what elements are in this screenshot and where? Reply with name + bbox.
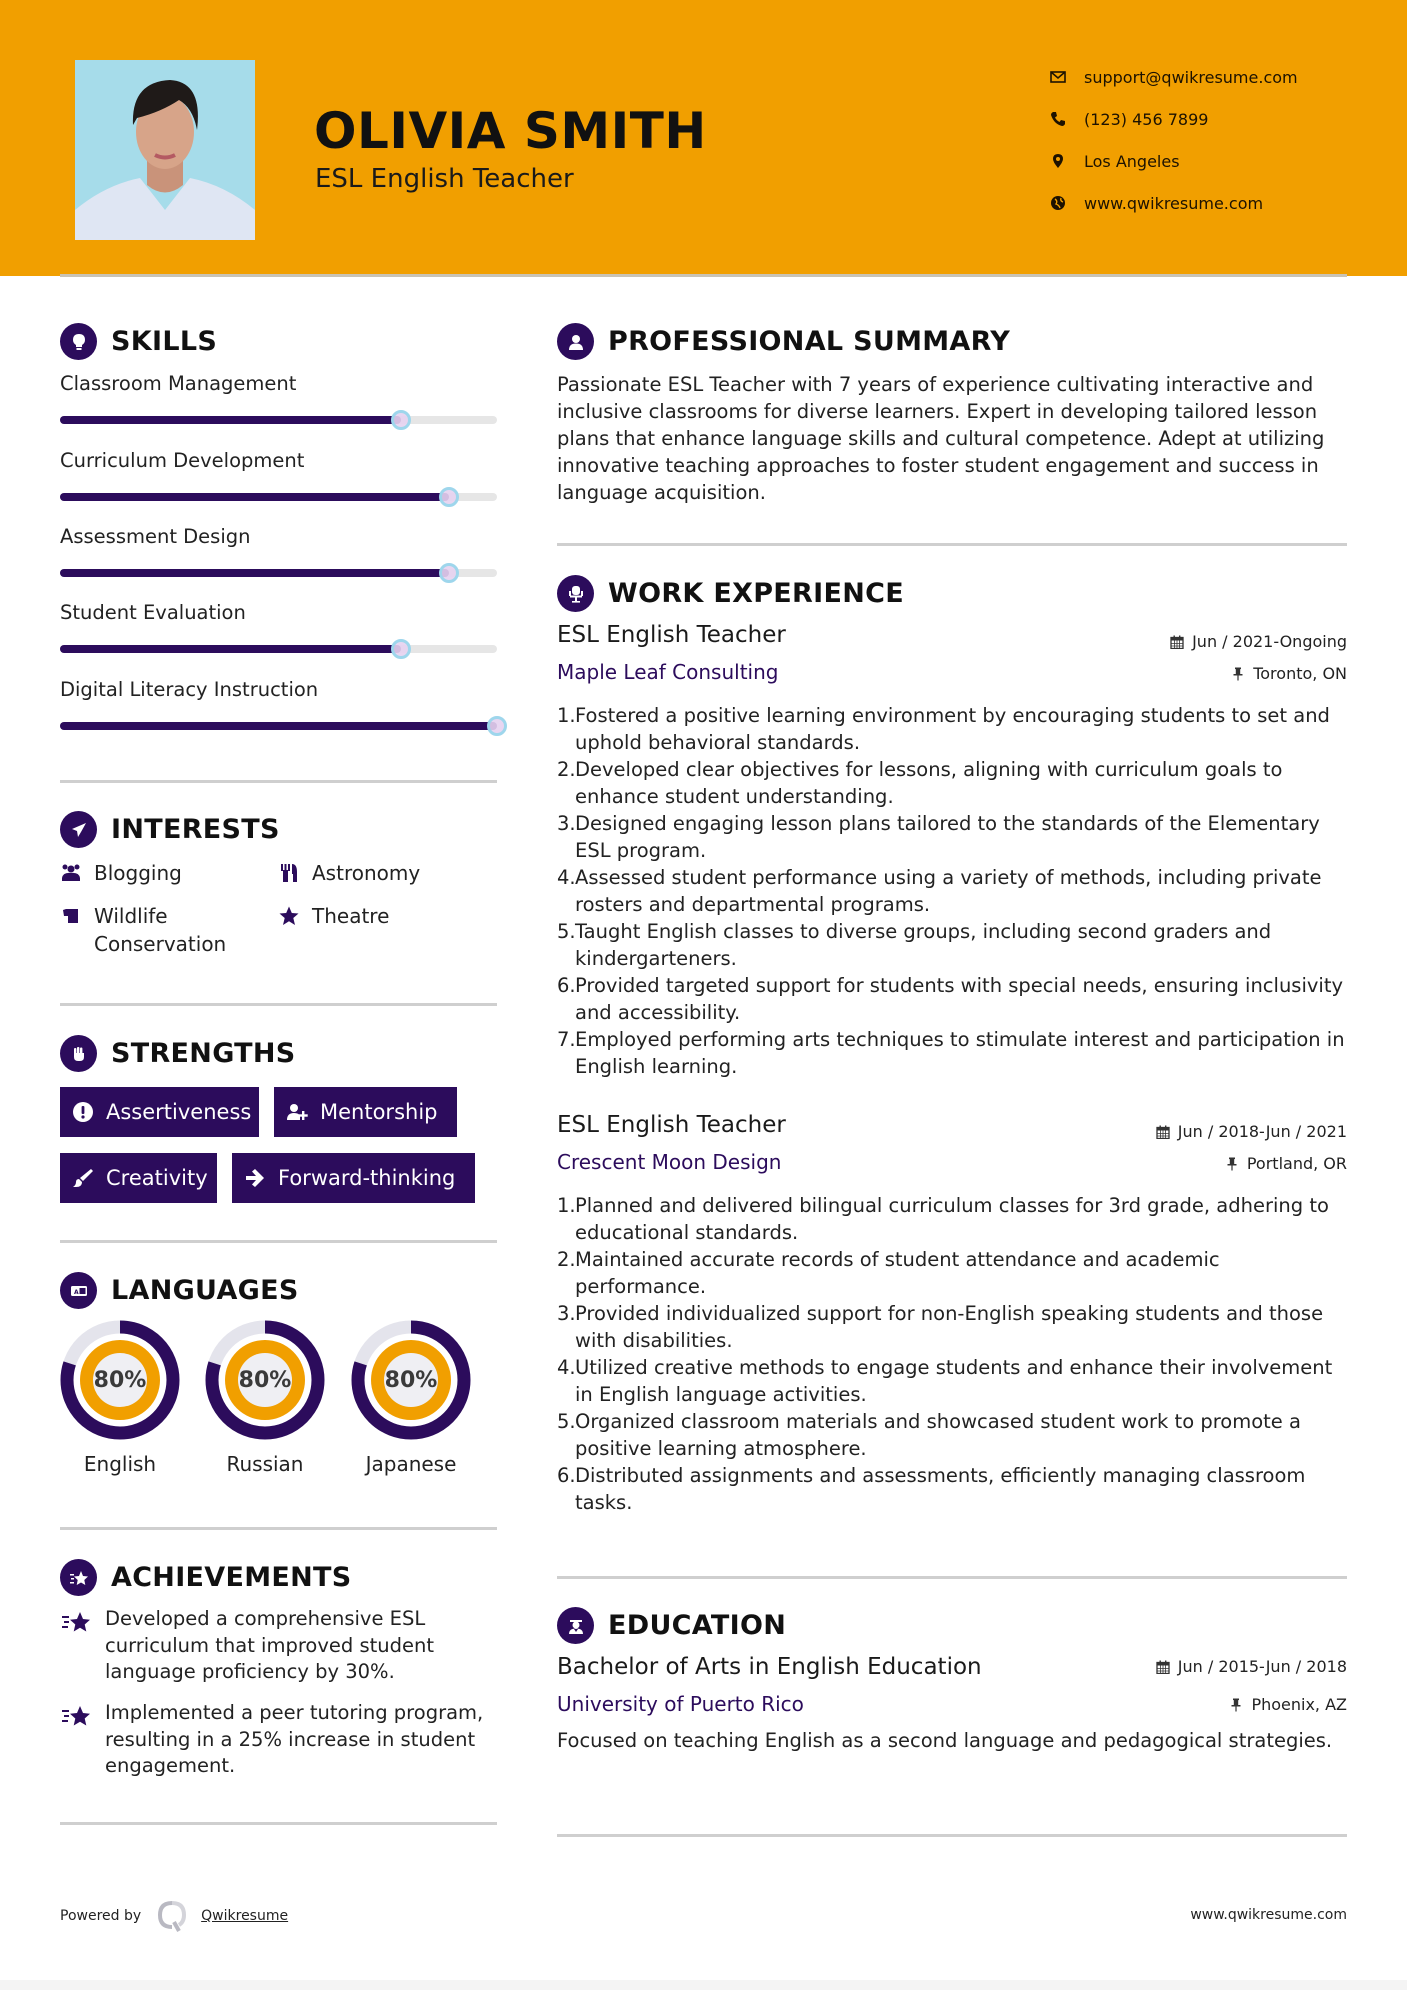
shooting-star-icon [60, 1606, 105, 1686]
section-divider [60, 780, 497, 783]
duty-item: 1.Planned and delivered bilingual curriculum classes for 3rd grade, adhering to educational standards. [557, 1194, 1329, 1244]
user-icon [557, 323, 594, 360]
education-dates [1156, 1657, 1347, 1676]
thumbtack-icon [1231, 667, 1245, 681]
interests-heading [60, 811, 280, 848]
skill-label: Student Evaluation [60, 601, 246, 624]
contact-list [1050, 56, 1298, 224]
skill-bar [60, 645, 497, 653]
achievements-title: ACHIEVEMENTS [111, 1562, 352, 1593]
shooting-star-icon [60, 1559, 97, 1596]
section-divider [60, 1527, 497, 1530]
interest-item [60, 859, 182, 887]
interest-label: Astronomy [312, 861, 421, 885]
contact-location-text: Los Angeles [1084, 151, 1180, 171]
education-location-text: Phoenix, AZ [1251, 1695, 1347, 1714]
office-chair-icon [557, 575, 594, 612]
job-location [1225, 1154, 1347, 1173]
skill-bar-knob [487, 716, 507, 736]
strengths-title: STRENGTHS [111, 1038, 296, 1069]
job-dates [1170, 632, 1347, 651]
candidate-name: OLIVIA SMITH [314, 102, 707, 160]
resume-header [0, 0, 1407, 276]
footer-website-link[interactable]: www.qwikresume.com [1190, 1907, 1347, 1923]
calendar-icon [1156, 1125, 1170, 1139]
duty-item: 3.Provided individualized support for non-English speaking students and those with disabilities. [557, 1302, 1324, 1352]
language-label: Russian [226, 1452, 304, 1476]
language-donut [351, 1320, 471, 1440]
contact-location [1050, 140, 1298, 182]
language-item [205, 1320, 325, 1476]
job-dates [1156, 1122, 1347, 1141]
company-name: Maple Leaf Consulting [557, 660, 779, 684]
strength-badge [60, 1153, 217, 1203]
language-donut [60, 1320, 180, 1440]
strength-badge [274, 1087, 457, 1137]
experience-heading [557, 575, 904, 612]
user-plus-icon [286, 1101, 320, 1123]
mug-icon [60, 902, 94, 930]
paint-brush-icon [72, 1167, 106, 1189]
strength-label: Forward-thinking [278, 1166, 456, 1190]
arrow-right-icon [244, 1167, 278, 1189]
paper-plane-icon [60, 811, 97, 848]
graduate-icon [557, 1607, 594, 1644]
duty-item: 6.Provided targeted support for students with special needs, ensuring inclusivity and accessibility. [557, 974, 1344, 1024]
skill-bar [60, 493, 497, 501]
qwikresume-logo-icon [157, 1900, 187, 1932]
contact-website[interactable] [1050, 182, 1298, 224]
duty-item: 5.Taught English classes to diverse groups, including second graders and kindergarteners. [557, 920, 1272, 970]
thumbtack-icon [1229, 1698, 1243, 1712]
achievement-item [60, 1606, 497, 1686]
svg-text:A: A [73, 1288, 79, 1296]
interests-title: INTERESTS [111, 814, 280, 845]
skill-bar-fill [60, 493, 449, 501]
language-item [351, 1320, 471, 1476]
skill-bar [60, 569, 497, 577]
language-donut [205, 1320, 325, 1440]
education-heading [557, 1607, 786, 1644]
skill-bar [60, 416, 497, 424]
skill-item [60, 525, 497, 548]
language-item [60, 1320, 180, 1476]
globe-icon [1050, 195, 1084, 211]
fist-icon [60, 1035, 97, 1072]
language-percent: 80% [384, 1367, 438, 1393]
contact-email-text: support@qwikresume.com [1084, 67, 1298, 87]
skill-item [60, 601, 497, 624]
strength-label: Assertiveness [106, 1100, 252, 1124]
skill-bar-fill [60, 645, 401, 653]
users-icon [60, 859, 94, 887]
profile-photo [75, 60, 255, 240]
duty-item: 7.Employed performing arts techniques to stimulate interest and participation in English learning. [557, 1028, 1345, 1078]
skill-label: Digital Literacy Instruction [60, 678, 319, 701]
duty-item: 6.Distributed assignments and assessments, efficiently managing classroom tasks. [557, 1464, 1306, 1514]
interest-item [60, 902, 260, 958]
contact-email[interactable] [1050, 56, 1298, 98]
skill-item [60, 449, 497, 472]
strength-badge [60, 1087, 259, 1137]
job-duties [557, 1192, 1347, 1516]
skill-label: Curriculum Development [60, 449, 305, 472]
languages-heading [60, 1272, 299, 1309]
section-divider [557, 543, 1347, 546]
achievements-heading [60, 1559, 352, 1596]
job-location [1231, 664, 1347, 683]
language-icon [60, 1272, 97, 1309]
contact-phone-text: (123) 456 7899 [1084, 109, 1209, 129]
skill-bar-knob [439, 563, 459, 583]
section-divider [60, 1240, 497, 1243]
skill-item [60, 372, 497, 395]
strength-label: Creativity [106, 1166, 208, 1190]
skill-bar-fill [60, 416, 401, 424]
shooting-star-icon [60, 1700, 105, 1780]
lightbulb-icon [60, 323, 97, 360]
achievement-text: Implemented a peer tutoring program, resulting in a 25% increase in student engagement. [105, 1701, 484, 1777]
interest-label: Theatre [312, 904, 390, 928]
job-location-text: Toronto, ON [1253, 664, 1347, 683]
experience-title: WORK EXPERIENCE [608, 578, 904, 609]
languages-title: LANGUAGES [111, 1275, 299, 1306]
interest-item [278, 859, 420, 887]
calendar-icon [1156, 1660, 1170, 1674]
education-location [1229, 1695, 1347, 1714]
header-divider [60, 274, 1347, 277]
job-title: ESL English Teacher [557, 622, 786, 648]
language-label: English [83, 1452, 157, 1476]
degree-title: Bachelor of Arts in English Education [557, 1654, 982, 1680]
language-label: Japanese [365, 1452, 457, 1476]
interest-label: Blogging [94, 861, 182, 885]
duty-item: 5.Organized classroom materials and showcased student work to promote a positive learning atmosphere. [557, 1410, 1301, 1460]
exclamation-circle-icon [72, 1101, 106, 1123]
strength-badge [232, 1153, 475, 1203]
job-title: ESL English Teacher [557, 1112, 786, 1138]
skill-bar-knob [391, 410, 411, 430]
job-duties [557, 702, 1347, 1080]
language-percent: 80% [93, 1367, 147, 1393]
powered-by-text: Powered by [60, 1908, 142, 1924]
duty-item: 4.Assessed student performance using a variety of methods, including private rosters and departmental programs. [557, 866, 1322, 916]
skill-bar-knob [439, 487, 459, 507]
summary-title: PROFESSIONAL SUMMARY [608, 326, 1011, 357]
skill-label: Classroom Management [60, 372, 297, 395]
skill-bar [60, 722, 497, 730]
map-marker-icon [1050, 153, 1084, 169]
section-divider [557, 1576, 1347, 1579]
language-percent: 80% [238, 1367, 292, 1393]
education-description: Focused on teaching English as a second language and pedagogical strategies. [557, 1729, 1333, 1752]
job-location-text: Portland, OR [1246, 1154, 1347, 1173]
utensils-icon [278, 859, 312, 887]
candidate-role: ESL English Teacher [315, 164, 574, 194]
education-dates-text: Jun / 2015-Jun / 2018 [1177, 1657, 1347, 1676]
school-name: University of Puerto Rico [557, 1692, 804, 1716]
interest-label: Wildlife Conservation [94, 904, 227, 956]
section-divider [60, 1003, 497, 1006]
job-dates-text: Jun / 2021-Ongoing [1192, 632, 1347, 651]
strengths-heading [60, 1035, 296, 1072]
skill-bar-knob [391, 639, 411, 659]
skill-item [60, 678, 497, 701]
contact-website-text: www.qwikresume.com [1084, 193, 1264, 213]
skills-heading [60, 323, 217, 360]
duty-item: 1.Fostered a positive learning environment by encouraging students to set and uphold behavioral standards. [557, 704, 1330, 754]
contact-phone[interactable] [1050, 98, 1298, 140]
summary-heading [557, 323, 1010, 360]
duty-item: 3.Designed engaging lesson plans tailored to the standards of the Elementary ESL program. [557, 812, 1320, 862]
achievement-text: Developed a comprehensive ESL curriculum that improved student language proficiency by 30%. [105, 1607, 435, 1683]
envelope-icon [1050, 69, 1084, 85]
achievement-item [60, 1700, 497, 1780]
summary-text: Passionate ESL Teacher with 7 years of experience cultivating interactive and inclusive classrooms for diverse learners. Expert in developing tailored lesson plans that enhance language skills and cultural competence. Adept at utilizing innovative teaching approaches to foster student engagement and success in language acquisition. [557, 373, 1325, 504]
strength-label: Mentorship [320, 1100, 438, 1124]
thumbtack-icon [1225, 1157, 1239, 1171]
skill-bar-fill [60, 722, 497, 730]
qwikresume-link[interactable]: Qwikresume [201, 1908, 289, 1924]
section-divider [557, 1834, 1347, 1837]
skills-title: SKILLS [111, 326, 218, 357]
skill-label: Assessment Design [60, 525, 251, 548]
footer-powered-by [60, 1900, 288, 1932]
star-icon [278, 902, 312, 930]
calendar-icon [1170, 635, 1184, 649]
phone-icon [1050, 111, 1084, 127]
section-divider [60, 1822, 497, 1825]
education-title: EDUCATION [608, 1610, 787, 1641]
job-dates-text: Jun / 2018-Jun / 2021 [1177, 1122, 1347, 1141]
profile-photo-image [75, 60, 255, 240]
page-bottom-edge [0, 1980, 1407, 1990]
interest-item [278, 902, 389, 930]
company-name: Crescent Moon Design [557, 1150, 782, 1174]
skill-bar-fill [60, 569, 449, 577]
duty-item: 2.Maintained accurate records of student attendance and academic performance. [557, 1248, 1220, 1298]
duty-item: 4.Utilized creative methods to engage students and enhance their involvement in English language activities. [557, 1356, 1333, 1406]
duty-item: 2.Developed clear objectives for lessons, aligning with curriculum goals to enhance student understanding. [557, 758, 1283, 808]
